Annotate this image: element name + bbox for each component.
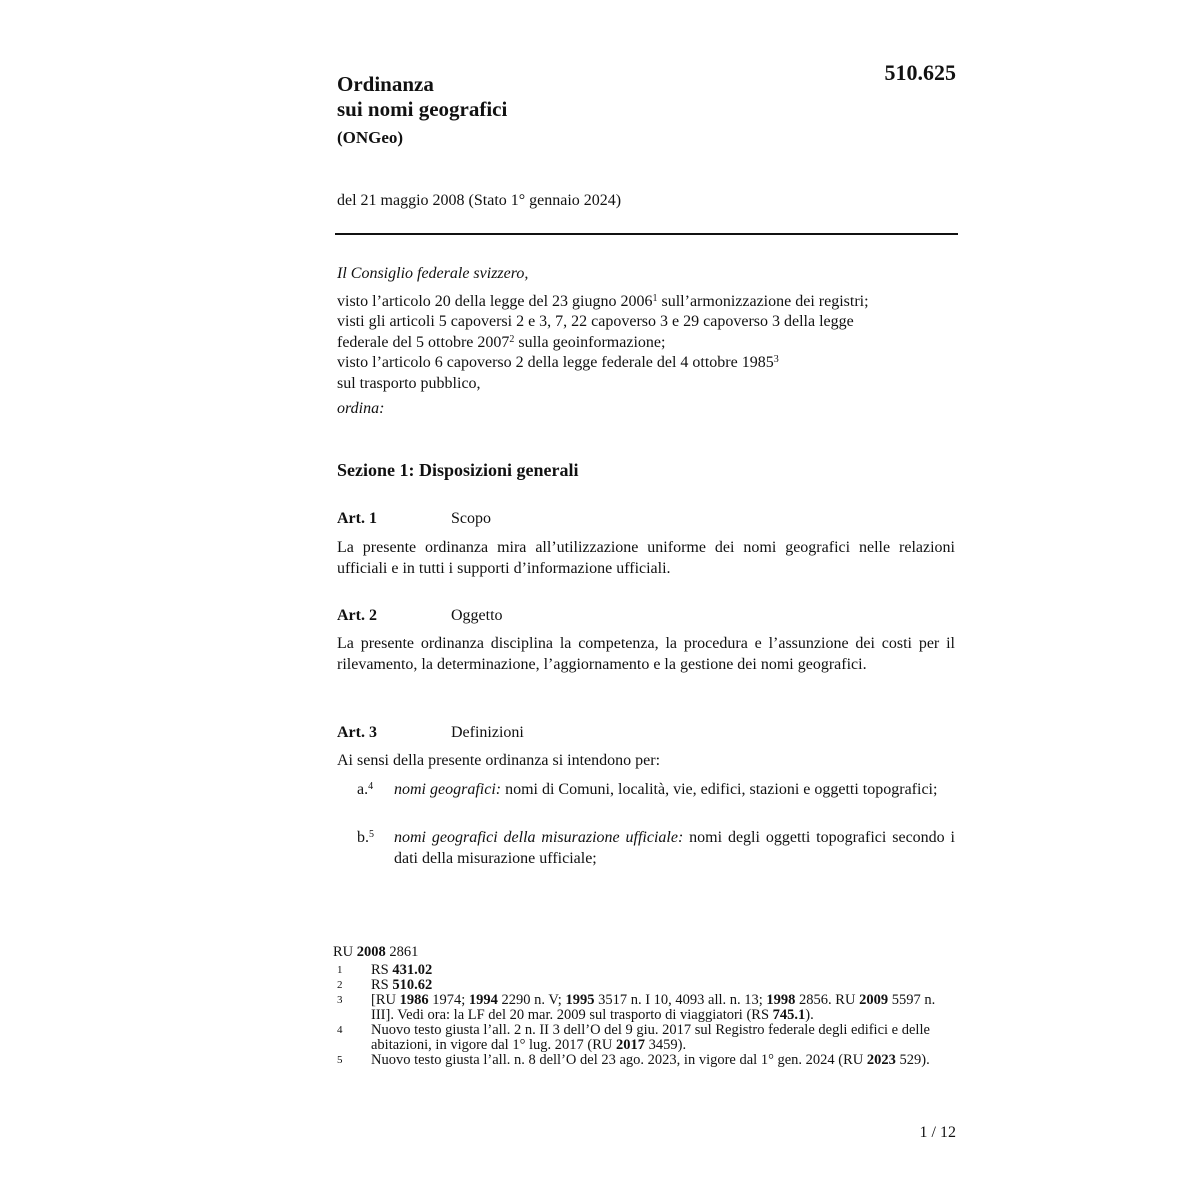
- document-title: [337, 72, 507, 148]
- footnote: [333, 1053, 953, 1068]
- footnote: [333, 993, 953, 1023]
- section-title: Sezione 1: Disposizioni generali: [337, 460, 579, 480]
- preamble-order: ordina:: [337, 400, 385, 417]
- sr-number: 510.625: [884, 60, 956, 85]
- definition-item: [337, 828, 955, 869]
- footnote-text: Nuovo testo giusta l’all. 2 n. II 3 dell’O del 9 giu. 2017 sul Registro federale degli edifici e delle abitazioni, in vigore dal 1° lug. 2017 (RU 2017 3459).: [371, 1022, 930, 1053]
- article-heading: [337, 510, 491, 528]
- article-title: Scopo: [451, 510, 491, 527]
- footnote-number: 5: [337, 1054, 343, 1066]
- preamble-line: visti gli articoli 5 capoversi 2 e 3, 7, 22 capoverso 3 e 29 capoverso 3 della legge: [337, 313, 854, 330]
- title-line-2: sui nomi geografici: [337, 97, 508, 121]
- footnote: [333, 978, 953, 993]
- footnote-text: RS 510.62: [371, 977, 433, 993]
- preamble: [337, 264, 957, 420]
- footnote: [333, 1023, 953, 1053]
- footnote: [333, 963, 953, 978]
- article-title: Definizioni: [451, 724, 524, 741]
- footnote-text: Nuovo testo giusta l’all. n. 8 dell’O del 23 ago. 2023, in vigore dal 1° gen. 2024 (RU 2023 529).: [371, 1052, 930, 1068]
- definition-item: [337, 780, 955, 801]
- article-heading: [337, 724, 524, 742]
- footnote-number: 3: [337, 994, 343, 1006]
- article-heading: [337, 607, 503, 625]
- article-text: La presente ordinanza mira all’utilizzazione uniforme dei nomi geografici nelle relazioni ufficiali e in tutti i supporti d’informazione ufficiali.: [337, 539, 955, 577]
- article-text: Ai sensi della presente ordinanza si intendono per:: [337, 752, 661, 769]
- footnote-number: 2: [337, 979, 343, 991]
- article-number: Art. 1: [337, 510, 377, 527]
- ru-reference: RU 2008 2861: [333, 944, 419, 960]
- preamble-intro: Il Consiglio federale svizzero,: [337, 265, 529, 282]
- definition-body: nomi geografici della misurazione ufficiale: nomi degli oggetti topografici secondo i dati della misurazione ufficiale;: [394, 829, 956, 867]
- definition-body: nomi geografici: nomi di Comuni, località, vie, edifici, stazioni e oggetti topografici;: [394, 781, 938, 798]
- title-line-1: Ordinanza: [337, 72, 434, 96]
- preamble-line: sul trasporto pubblico,: [337, 374, 481, 392]
- article-text: La presente ordinanza disciplina la competenza, la procedura e l’assunzione dei costi per il rilevamento, la determinazione, l’aggiornamento e la gestione dei nomi geografici.: [337, 635, 955, 673]
- definition-letter: b.$^5$: [357, 829, 374, 846]
- footnote-list: [333, 963, 953, 1068]
- footnote-number: 4: [337, 1024, 343, 1036]
- title-abbreviation: (ONGeo): [337, 128, 404, 147]
- article-title: Oggetto: [451, 607, 503, 624]
- footnote-text: RS 431.02: [371, 962, 433, 978]
- article-number: Art. 3: [337, 724, 377, 741]
- footnotes: [333, 945, 953, 1068]
- preamble-line: visto l’articolo 6 capoverso 2 della legge federale del 4 ottobre 1985$^3$: [337, 354, 779, 371]
- definition-letter: a.$^4$: [357, 781, 374, 798]
- article-number: Art. 2: [337, 607, 377, 624]
- footnote-text: [RU 1986 1974; 1994 2290 n. V; 1995 3517 n. I 10, 4093 all. n. 13; 1998 2856. RU 2009 5597 n. III]. Vedi ora: la LF del 20 mar. 2009 sul trasporto di viaggiatori (RS 745.1).: [371, 992, 936, 1023]
- preamble-line: visto l’articolo 20 della legge del 23 giugno 2006$^1$ sull’armonizzazione dei registri;: [337, 292, 869, 310]
- preamble-line: federale del 5 ottobre 2007$^2$ sulla geoinformazione;: [337, 333, 666, 351]
- page-number: 1 / 12: [919, 1124, 956, 1141]
- date-line: del 21 maggio 2008 (Stato 1° gennaio 2024): [337, 192, 622, 209]
- title-divider: [335, 233, 958, 235]
- footnote-number: 1: [337, 964, 343, 976]
